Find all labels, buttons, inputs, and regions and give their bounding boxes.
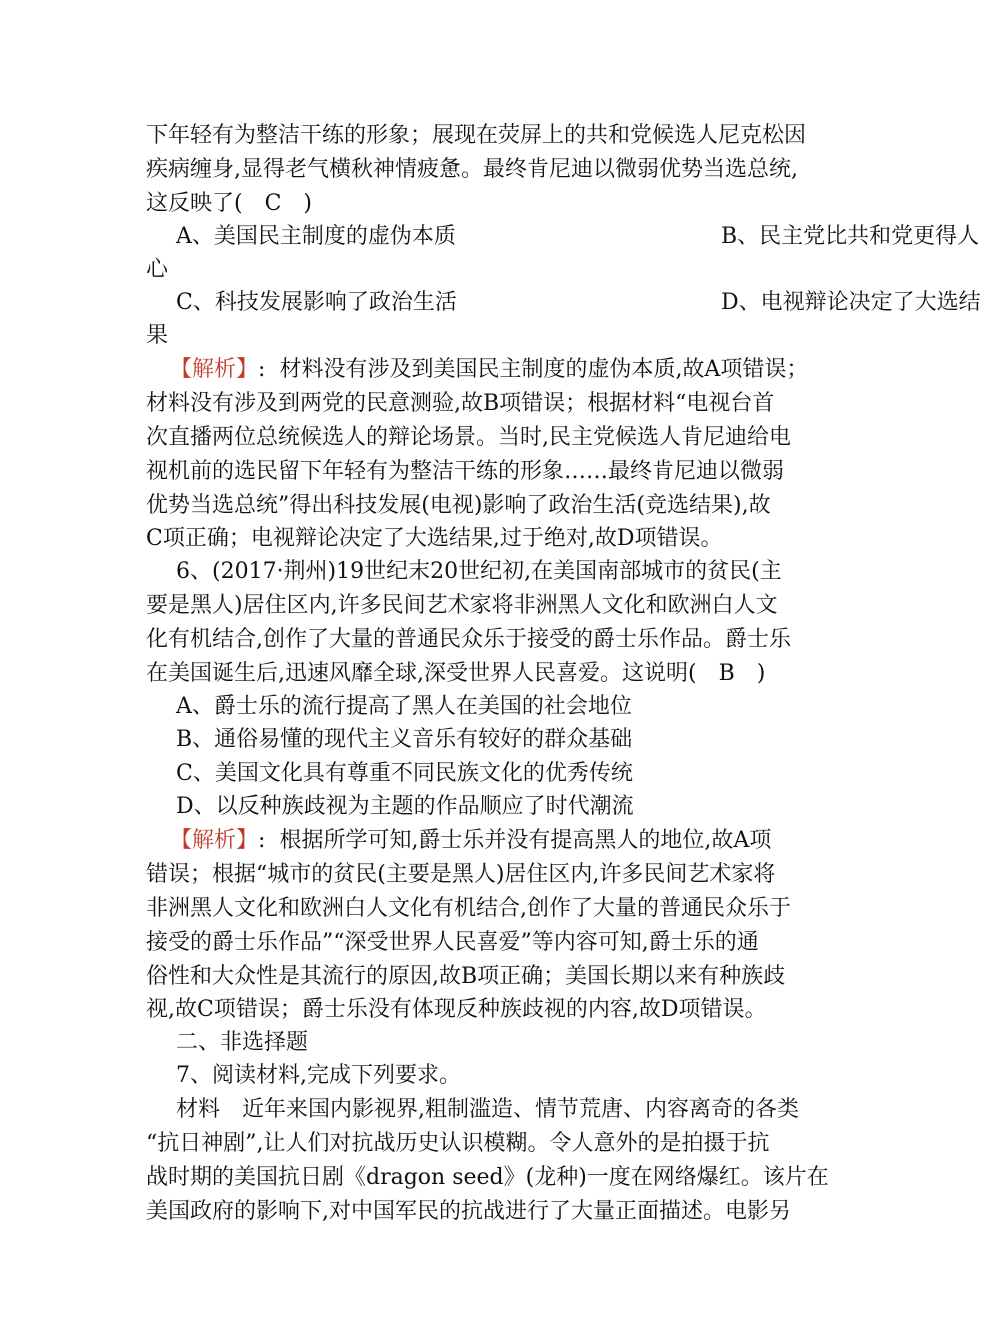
q6-stem-line-4: 在美国诞生后,迅速风靡全球,深受世界人民喜爱。这说明( B ): [146, 661, 766, 686]
q5-option-b: B、民主党比共和党更得人: [721, 224, 980, 249]
q7-stem: 7、阅读材料,完成下列要求。: [176, 1063, 461, 1088]
q5-analysis-line-3: 次直播两位总统候选人的辩论场景。当时,民主党候选人肯尼迪给电: [146, 425, 791, 450]
q6-analysis-text: 根据所学可知,爵士乐并没有提高黑人的地位,故A项: [279, 828, 772, 853]
q5-analysis-line-2: 材料没有涉及到两党的民意测验,故B项错误；根据材料“电视台首: [146, 391, 775, 416]
q6-analysis-line-5: 俗性和大众性是其流行的原因,故B项正确；美国长期以来有种族歧: [146, 964, 786, 989]
q5-analysis-line-1: [170, 353, 808, 387]
q5-analysis-line-4: 视机前的选民留下年轻有为整洁干练的形象……最终肯尼迪以微弱: [146, 459, 785, 484]
material-line-2: “抗日神剧”,让人们对抗战历史认识模糊。令人意外的是拍摄于抗: [146, 1131, 770, 1156]
q6-stem-line-1: 6、(2017·荆州)19世纪末20世纪初,在美国南部城市的贫民(主: [176, 559, 782, 584]
material-line-4: 美国政府的影响下,对中国军民的抗战进行了大量正面描述。电影另: [146, 1199, 791, 1224]
q6-analysis-label: 【解析】: [170, 828, 259, 853]
q5-stem-line-2: 疾病缠身,显得老气横秋神情疲惫。最终肯尼迪以微弱优势当选总统,: [146, 157, 798, 182]
q6-analysis-line-2: 错误；根据“城市的贫民(主要是黑人)居住区内,许多民间艺术家将: [146, 862, 776, 887]
q6-analysis-line-4: 接受的爵士乐作品”“深受世界人民喜爱”等内容可知,爵士乐的通: [146, 930, 759, 955]
q5-option-d-wrap: 果: [146, 323, 169, 348]
q6-analysis-line-1: [170, 824, 771, 858]
q5-options-row-1: [176, 220, 980, 254]
q5-analysis-label: 【解析】: [170, 357, 259, 382]
q5-options-row-2: [176, 286, 981, 320]
q5-stem-line-3: 这反映了( C ): [146, 191, 312, 216]
q6-option-a: A、爵士乐的流行提高了黑人在美国的社会地位: [176, 694, 632, 719]
q5-analysis-colon: :: [258, 357, 266, 382]
q6-option-b: B、通俗易懂的现代主义音乐有较好的群众基础: [176, 727, 633, 752]
q6-option-c: C、美国文化具有尊重不同民族文化的优秀传统: [176, 761, 633, 786]
q5-stem-line-1: 下年轻有为整洁干练的形象；展现在荧屏上的共和党候选人尼克松因: [146, 123, 807, 148]
q6-analysis-line-3: 非洲黑人文化和欧洲白人文化有机结合,创作了大量的普通民众乐于: [146, 896, 791, 921]
q5-option-b-wrap: 心: [146, 257, 169, 282]
q5-analysis-line-6: C项正确；电视辩论决定了大选结果,过于绝对,故D项错误。: [146, 526, 723, 551]
q6-analysis-line-6: 视,故C项错误；爵士乐没有体现反种族歧视的内容,故D项错误。: [146, 997, 767, 1022]
q6-option-d: D、以反种族歧视为主题的作品顺应了时代潮流: [176, 794, 634, 819]
q5-option-d: D、电视辩论决定了大选结: [721, 290, 981, 315]
material-line-1: 材料 近年来国内影视界,粗制滥造、情节荒唐、内容离奇的各类: [176, 1097, 799, 1122]
q5-analysis-text: 材料没有涉及到美国民主制度的虚伪本质,故A项错误；: [279, 357, 809, 382]
section-heading: 二、非选择题: [176, 1030, 309, 1055]
q5-option-a: A、美国民主制度的虚伪本质: [176, 224, 456, 249]
material-line-3: 战时期的美国抗日剧《dragon seed》(龙种)一度在网络爆红。该片在: [146, 1165, 829, 1190]
q5-analysis-line-5: 优势当选总统”得出科技发展(电视)影响了政治生活(竞选结果),故: [146, 493, 771, 518]
q6-analysis-colon: :: [258, 828, 266, 853]
q6-stem-line-2: 要是黑人)居住区内,许多民间艺术家将非洲黑人文化和欧洲白人文: [146, 593, 778, 618]
q6-stem-line-3: 化有机结合,创作了大量的普通民众乐于接受的爵士乐作品。爵士乐: [146, 627, 791, 652]
q5-option-c: C、科技发展影响了政治生活: [176, 290, 457, 315]
